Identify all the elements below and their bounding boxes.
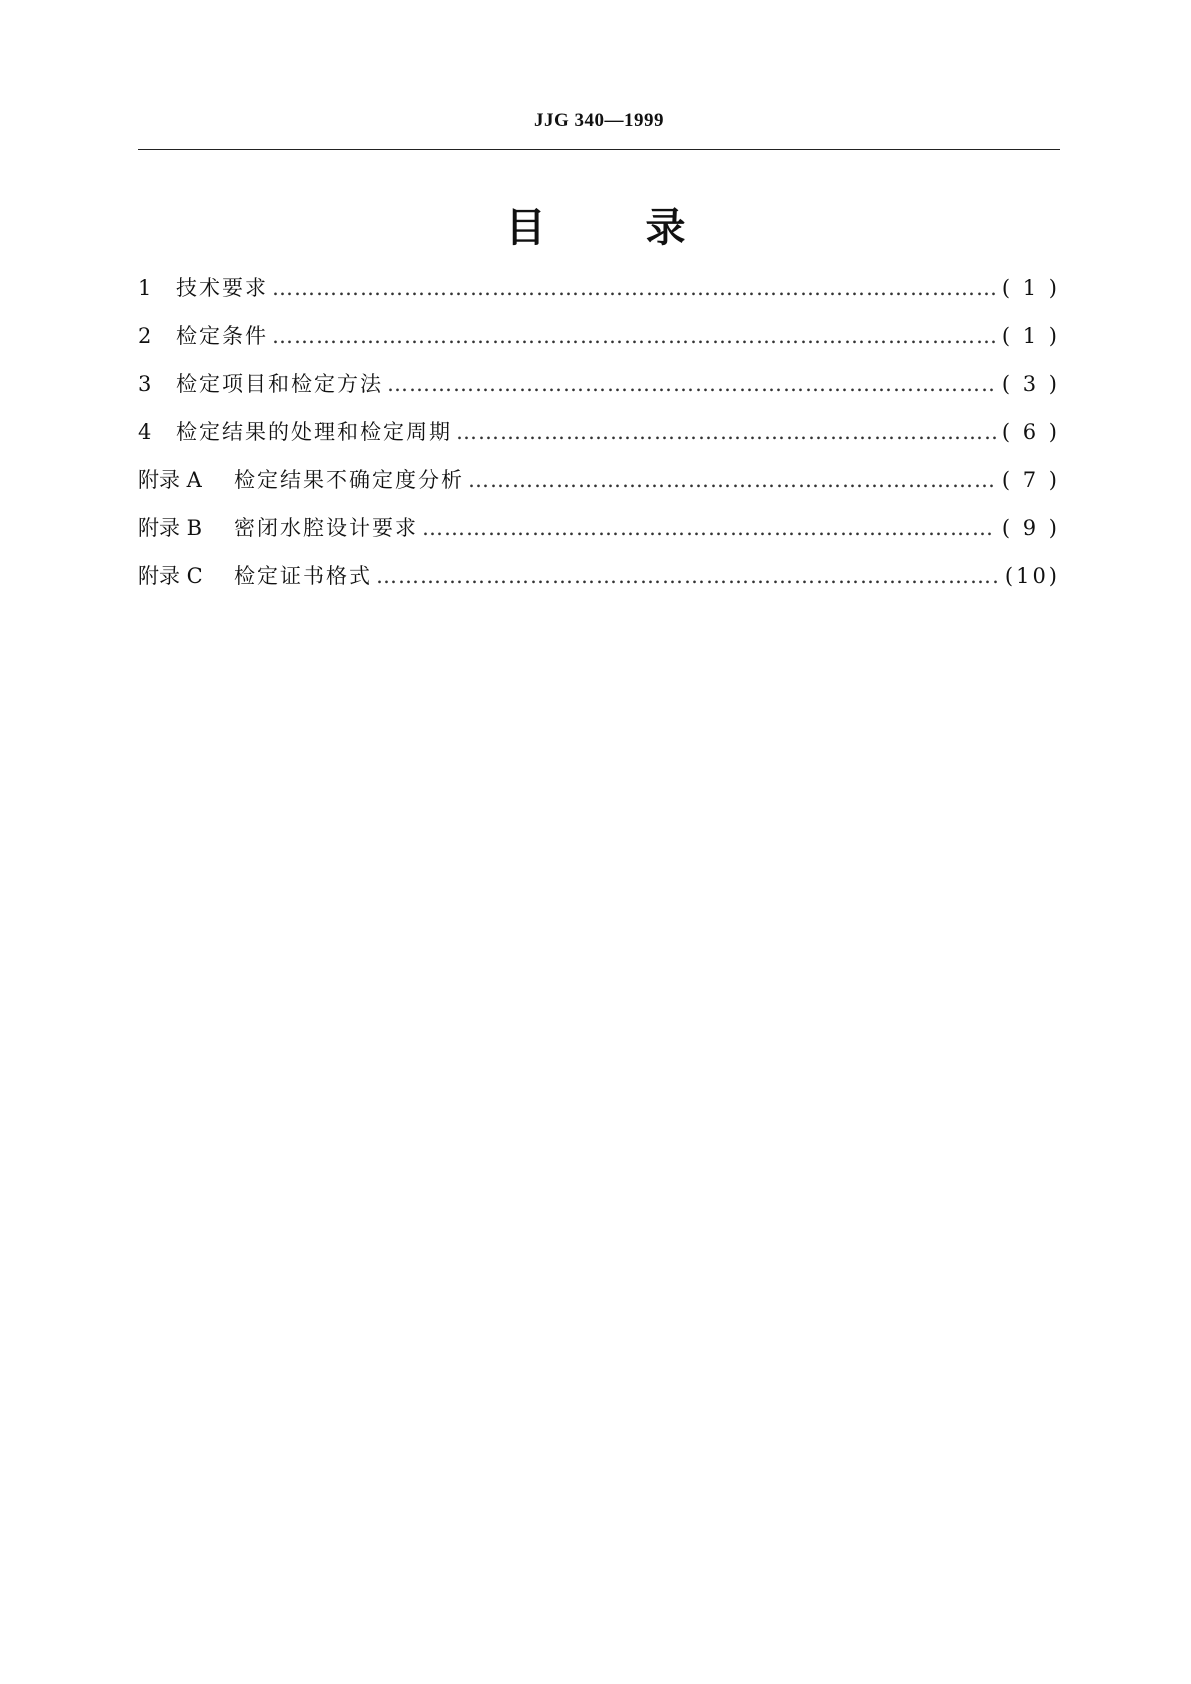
title-char-1: 目 <box>505 205 546 251</box>
toc-leader <box>272 276 996 300</box>
toc-entry-appendix-b <box>138 512 1060 560</box>
toc-page: ( 7 ) <box>1001 468 1060 492</box>
toc-label: 检定条件 <box>176 324 268 348</box>
toc-leader <box>422 516 996 540</box>
document-code-header: JJG 340—1999 <box>533 110 665 131</box>
toc-label: 检定证书格式 <box>234 564 372 588</box>
toc-leader <box>456 420 996 444</box>
toc-number: 附录 A <box>138 468 202 492</box>
toc-entry-1 <box>138 272 1060 320</box>
toc-leader <box>272 324 996 348</box>
toc-number: 1 <box>138 276 152 300</box>
toc-label: 技术要求 <box>176 276 268 300</box>
toc-page: (10) <box>1004 564 1060 588</box>
header-rule <box>138 149 1060 150</box>
page-title <box>0 196 1191 253</box>
toc-label: 检定项目和检定方法 <box>176 372 383 396</box>
toc-label: 密闭水腔设计要求 <box>234 516 418 540</box>
toc-number: 2 <box>138 324 152 348</box>
toc-number: 3 <box>138 372 152 396</box>
toc-label: 检定结果不确定度分析 <box>234 468 464 492</box>
toc-entry-4 <box>138 416 1060 464</box>
toc-label: 检定结果的处理和检定周期 <box>176 420 452 444</box>
toc-leader <box>387 372 996 396</box>
toc-page: ( 1 ) <box>1001 276 1060 300</box>
toc-entry-appendix-c <box>138 560 1060 608</box>
toc-entry-appendix-a <box>138 464 1060 512</box>
toc-number: 附录 C <box>138 564 203 588</box>
toc-leader <box>376 564 999 588</box>
toc-leader <box>468 468 996 492</box>
toc-entry-2 <box>138 320 1060 368</box>
toc-number: 4 <box>138 420 152 444</box>
title-char-2: 录 <box>645 205 686 251</box>
table-of-contents <box>138 272 1060 608</box>
toc-number: 附录 B <box>138 516 203 540</box>
toc-page: ( 3 ) <box>1001 372 1060 396</box>
toc-entry-3 <box>138 368 1060 416</box>
toc-page: ( 6 ) <box>1001 420 1060 444</box>
toc-page: ( 9 ) <box>1001 516 1060 540</box>
toc-page: ( 1 ) <box>1001 324 1060 348</box>
